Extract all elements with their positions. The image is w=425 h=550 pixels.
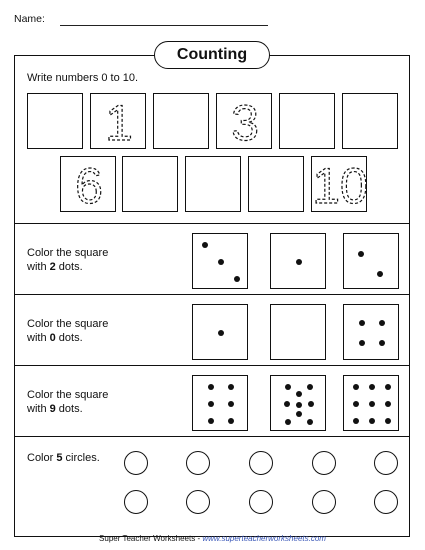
dot: [234, 276, 240, 282]
number-write-box[interactable]: [216, 93, 272, 149]
dot-square[interactable]: [192, 375, 248, 431]
dot-square[interactable]: [343, 304, 399, 360]
dot-square[interactable]: [192, 304, 248, 360]
dot: [379, 320, 385, 326]
number-write-box[interactable]: [90, 93, 146, 149]
traced-number: 10: [312, 157, 368, 213]
number-write-box[interactable]: [279, 93, 335, 149]
question-label-line1: Color the square: [27, 247, 109, 259]
dot: [218, 330, 224, 336]
dot: [369, 384, 375, 390]
dot: [218, 259, 224, 265]
dot: [358, 251, 364, 257]
number-write-box[interactable]: [60, 156, 116, 212]
dot: [369, 401, 375, 407]
dot: [285, 419, 291, 425]
number-write-box[interactable]: [27, 93, 83, 149]
dot-square[interactable]: [270, 233, 326, 289]
dot: [385, 401, 391, 407]
traced-number: 3: [231, 94, 259, 150]
target-dot-count: 9: [49, 403, 56, 415]
instruction-color-circles: Color 5 circles.: [27, 452, 100, 464]
dot: [202, 242, 208, 248]
colorable-circle[interactable]: [249, 490, 273, 514]
question-label: Color the square with 0 dots.: [27, 318, 109, 344]
colorable-circle[interactable]: [186, 490, 210, 514]
dot: [379, 340, 385, 346]
dot: [307, 419, 313, 425]
colorable-circle[interactable]: [124, 490, 148, 514]
divider: [14, 294, 410, 295]
traced-number: 6: [75, 157, 103, 213]
dot: [208, 401, 214, 407]
colorable-circle[interactable]: [374, 490, 398, 514]
dot: [208, 418, 214, 424]
name-line[interactable]: [60, 25, 268, 26]
colorable-circle[interactable]: [374, 451, 398, 475]
dot-square[interactable]: [192, 233, 248, 289]
dot: [296, 411, 302, 417]
dot: [308, 401, 314, 407]
instruction-write-numbers: Write numbers 0 to 10.: [27, 72, 139, 84]
dot: [353, 401, 359, 407]
dot-square[interactable]: [343, 375, 399, 431]
number-write-box[interactable]: [248, 156, 304, 212]
dot: [285, 384, 291, 390]
number-write-box[interactable]: [342, 93, 398, 149]
target-dot-count: 0: [49, 332, 56, 344]
dot: [296, 402, 302, 408]
question-label-line1: Color the square: [27, 318, 109, 330]
number-write-box[interactable]: [122, 156, 178, 212]
divider: [14, 223, 410, 224]
number-write-box[interactable]: [311, 156, 367, 212]
dot: [296, 259, 302, 265]
dot: [377, 271, 383, 277]
circles-target-number: 5: [56, 452, 63, 464]
colorable-circle[interactable]: [312, 451, 336, 475]
dot: [228, 384, 234, 390]
dot: [228, 418, 234, 424]
dot: [385, 384, 391, 390]
target-dot-count: 2: [49, 261, 56, 273]
colorable-circle[interactable]: [249, 451, 273, 475]
dot-square[interactable]: [270, 304, 326, 360]
divider: [14, 436, 410, 437]
colorable-circle[interactable]: [312, 490, 336, 514]
colorable-circle[interactable]: [124, 451, 148, 475]
dot: [208, 384, 214, 390]
divider: [14, 365, 410, 366]
number-write-box[interactable]: [185, 156, 241, 212]
traced-number: 1: [105, 94, 133, 150]
dot-square[interactable]: [270, 375, 326, 431]
dot: [369, 418, 375, 424]
dot: [385, 418, 391, 424]
question-label: Color the square with 2 dots.: [27, 247, 109, 273]
colorable-circle[interactable]: [186, 451, 210, 475]
footer-url[interactable]: www.superteacherworksheets.com: [202, 534, 326, 543]
dot: [296, 391, 302, 397]
dot: [353, 384, 359, 390]
dot: [307, 384, 313, 390]
footer: [0, 534, 425, 543]
footer-brand: Super Teacher Worksheets -: [99, 534, 203, 543]
dot: [228, 401, 234, 407]
worksheet-title: Counting: [154, 41, 270, 69]
question-label: Color the square with 9 dots.: [27, 389, 109, 415]
dot: [353, 418, 359, 424]
question-label-line1: Color the square: [27, 389, 109, 401]
name-label: Name:: [14, 13, 45, 25]
number-write-box[interactable]: [153, 93, 209, 149]
dot: [284, 401, 290, 407]
dot: [359, 320, 365, 326]
dot-square[interactable]: [343, 233, 399, 289]
dot: [359, 340, 365, 346]
